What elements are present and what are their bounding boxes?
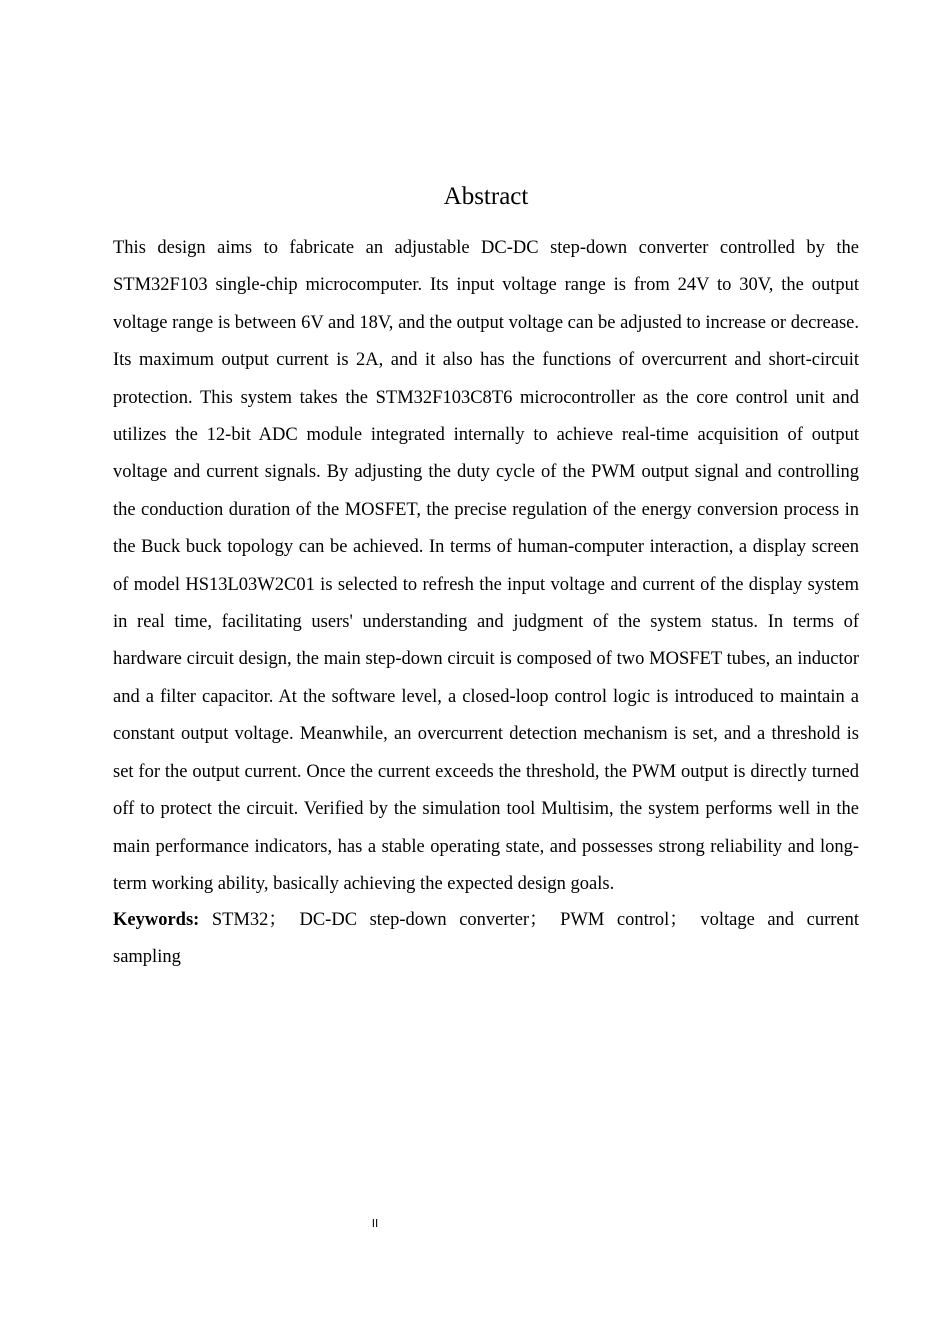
keywords-label: Keywords: [113, 910, 200, 930]
keywords-list: STM32； DC-DC step-down converter； PWM control； voltage and current sampling [113, 910, 859, 968]
page-number: II [371, 1217, 379, 1230]
abstract-body: This design aims to fabricate an adjustable DC-DC step-down converter controlled by the STM32F103 single-chip microcomputer. Its input voltage range is from 24V to 30V, the output voltage range is between 6V and 18V, and the output voltage can be adjusted to increase or decrease. Its maximum output current is 2A, and it also has the functions of overcurrent and short-circuit protection. This system takes the STM32F103C8T6 microcontroller as the core control unit and utilizes the 12-bit ADC module integrated internally to achieve real-time acquisition of output voltage and current signals. By adjusting the duty cycle of the PWM output signal and controlling the conduction duration of the MOSFET, the precise regulation of the energy conversion process in the Buck buck topology can be achieved. In terms of human-computer interaction, a display screen of model HS13L03W2C01 is selected to refresh the input voltage and current of the display system in real time, facilitating users' understanding and judgment of the system status. In terms of hardware circuit design, the main step-down circuit is composed of two MOSFET tubes, an inductor and a filter capacitor. At the software level, a closed-loop control logic is introduced to maintain a constant output voltage. Meanwhile, an overcurrent detection mechanism is set, and a threshold is set for the output current. Once the current exceeds the threshold, the PWM output is directly turned off to protect the circuit. Verified by the simulation tool Multisim, the system performs well in the main performance indicators, has a stable operating state, and possesses strong reliability and long-term working ability, basically achieving the expected design goals. [113, 238, 859, 894]
keywords-line [113, 902, 859, 977]
abstract-title: Abstract [443, 183, 529, 210]
